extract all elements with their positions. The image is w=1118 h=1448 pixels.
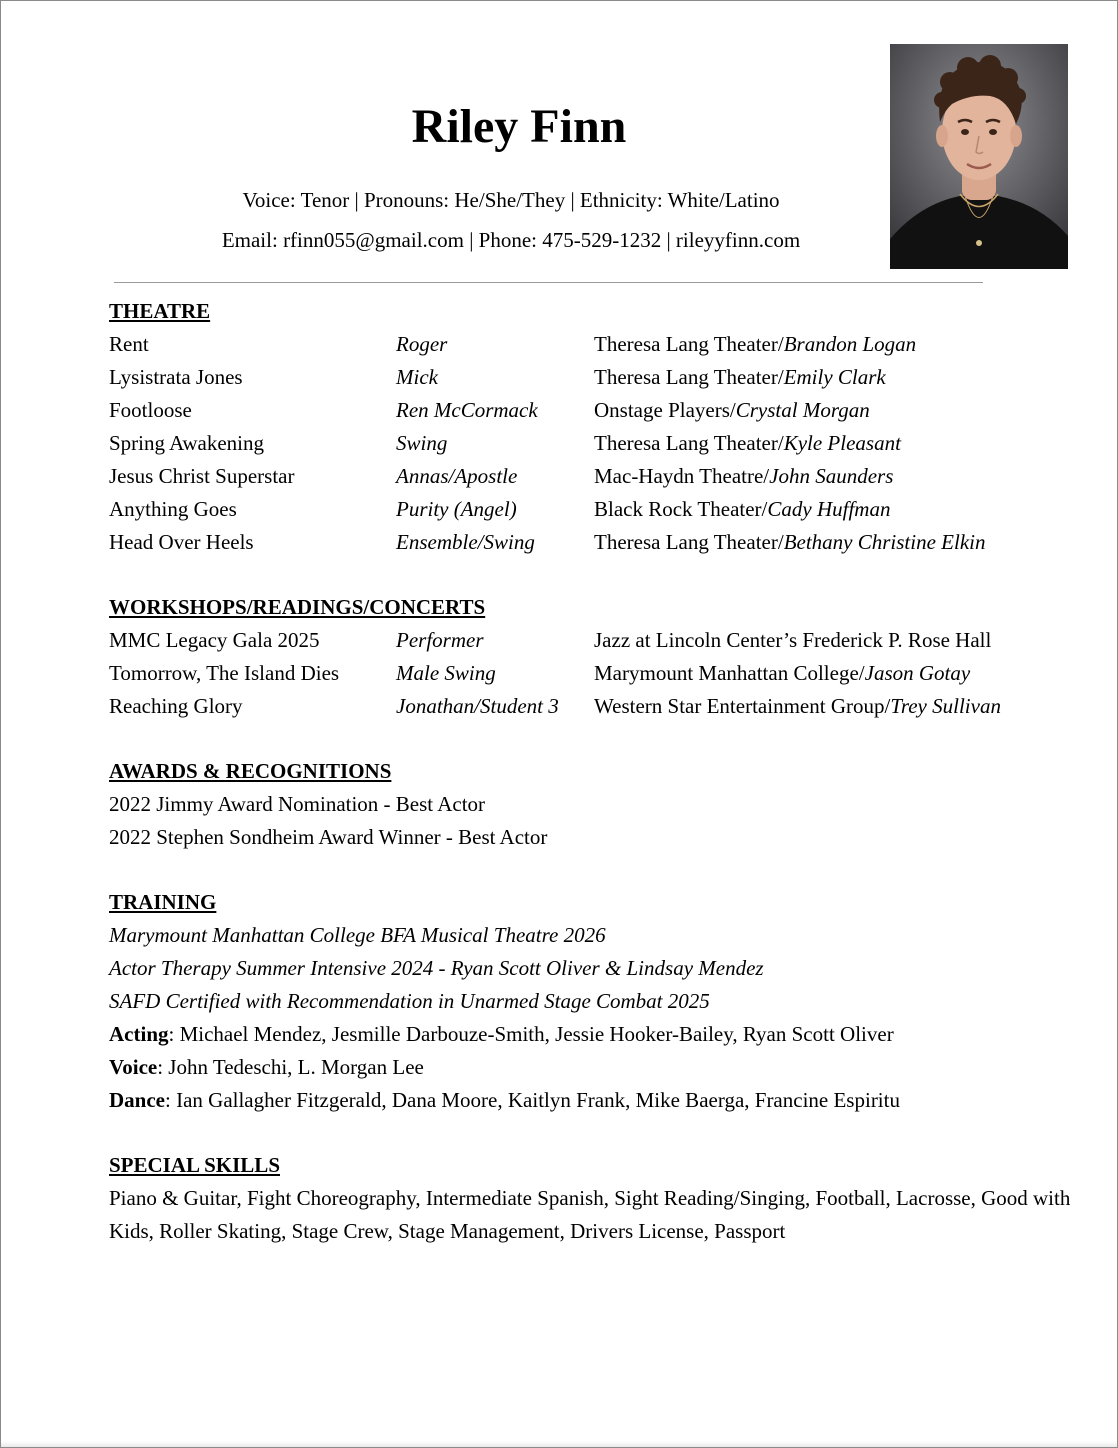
credit-venue: Onstage Players/ <box>594 398 736 422</box>
credit-role: Roger <box>396 332 448 356</box>
credit-row <box>109 526 1079 559</box>
skills-list: Piano & Guitar, Fight Choreography, Intermediate Spanish, Sight Reading/Singing, Football, Lacrosse, Good with Kids, Roller Skating, Stage Crew, Stage Management, Drivers License, Passport <box>109 1186 1071 1243</box>
training-acting <box>109 1018 1079 1051</box>
skills-heading: SPECIAL SKILLS <box>109 1153 280 1177</box>
theatre-heading: THEATRE <box>109 299 211 323</box>
credit-role: Jonathan/Student 3 <box>396 694 559 718</box>
credit-role: Ensemble/Swing <box>396 530 535 554</box>
credit-venue: Theresa Lang Theater/ <box>594 365 784 389</box>
credit-show: Lysistrata Jones <box>109 365 243 389</box>
credit-director: Crystal Morgan <box>735 398 870 422</box>
credit-show: Rent <box>109 332 149 356</box>
credit-show: Head Over Heels <box>109 530 254 554</box>
credit-row <box>109 690 1079 723</box>
awards-heading: AWARDS & RECOGNITIONS <box>109 759 392 783</box>
credit-row <box>109 427 1079 460</box>
training-voice <box>109 1051 1079 1084</box>
credit-role: Mick <box>396 365 438 389</box>
training-dance-label: Dance <box>109 1088 165 1112</box>
credit-venue: Mac-Haydn Theatre/ <box>594 464 770 488</box>
skills-section <box>109 1149 1079 1248</box>
credit-role: Purity (Angel) <box>396 497 517 521</box>
credit-row <box>109 328 1079 361</box>
training-acting-label: Acting <box>109 1022 169 1046</box>
credit-role: Male Swing <box>396 661 496 685</box>
credit-venue-director <box>594 493 890 526</box>
credit-venue: Western Star Entertainment Group/ <box>594 694 891 718</box>
credit-role: Performer <box>396 628 484 652</box>
workshops-heading: WORKSHOPS/READINGS/CONCERTS <box>109 595 486 619</box>
training-program: SAFD Certified with Recommendation in Unarmed Stage Combat 2025 <box>109 989 710 1013</box>
credit-role: Ren McCormack <box>396 398 538 422</box>
credit-row <box>109 394 1079 427</box>
credit-show: Spring Awakening <box>109 431 264 455</box>
credit-director: Emily Clark <box>783 365 886 389</box>
credit-row <box>109 624 1079 657</box>
credit-show: Reaching Glory <box>109 694 243 718</box>
credit-director: Brandon Logan <box>783 332 917 356</box>
credit-venue-director <box>594 624 991 657</box>
training-dance-names: : Ian Gallagher Fitzgerald, Dana Moore, Kaitlyn Frank, Mike Baerga, Francine Espiritu <box>165 1088 900 1112</box>
credit-venue: Theresa Lang Theater/ <box>594 530 784 554</box>
headshot-photo <box>890 44 1068 269</box>
credit-row <box>109 361 1079 394</box>
page-bottom-edge <box>1 1441 1117 1447</box>
training-program: Actor Therapy Summer Intensive 2024 - Ryan Scott Oliver & Lindsay Mendez <box>109 956 764 980</box>
credit-row <box>109 493 1079 526</box>
awards-section <box>109 755 1079 854</box>
training-heading: TRAINING <box>109 890 217 914</box>
award-item: 2022 Jimmy Award Nomination - Best Actor <box>109 792 486 816</box>
credit-director: Kyle Pleasant <box>783 431 901 455</box>
credit-show: Anything Goes <box>109 497 237 521</box>
header-divider <box>114 282 983 283</box>
credit-show: MMC Legacy Gala 2025 <box>109 628 320 652</box>
credit-venue: Black Rock Theater/ <box>594 497 768 521</box>
credit-venue-director <box>594 394 870 427</box>
training-acting-names: : Michael Mendez, Jesmille Darbouze-Smith, Jessie Hooker-Bailey, Ryan Scott Oliver <box>168 1022 894 1046</box>
credit-venue: Jazz at Lincoln Center’s Frederick P. Rose Hall <box>594 628 992 652</box>
credit-venue-director <box>594 361 886 394</box>
credit-director: Bethany Christine Elkin <box>783 530 986 554</box>
credit-show: Jesus Christ Superstar <box>109 464 295 488</box>
training-voice-label: Voice <box>109 1055 158 1079</box>
credit-show: Footloose <box>109 398 192 422</box>
award-item: 2022 Stephen Sondheim Award Winner - Best Actor <box>109 825 548 849</box>
credit-venue-director <box>594 526 985 559</box>
credit-role: Annas/Apostle <box>396 464 518 488</box>
credit-director: Cady Huffman <box>767 497 891 521</box>
training-section <box>109 886 1079 1117</box>
credit-venue: Theresa Lang Theater/ <box>594 332 784 356</box>
credit-director: Trey Sullivan <box>890 694 1001 718</box>
credit-venue-director <box>594 690 1001 723</box>
credit-venue-director <box>594 657 970 690</box>
vocal-pronoun-ethnicity-line: Voice: Tenor | Pronouns: He/She/They | Ethnicity: White/Latino <box>242 188 780 212</box>
credit-row <box>109 460 1079 493</box>
credit-row <box>109 657 1079 690</box>
credit-venue: Marymount Manhattan College/ <box>594 661 865 685</box>
credit-venue-director <box>594 328 916 361</box>
credit-venue: Theresa Lang Theater/ <box>594 431 784 455</box>
credit-show: Tomorrow, The Island Dies <box>109 661 340 685</box>
training-voice-names: : John Tedeschi, L. Morgan Lee <box>157 1055 424 1079</box>
training-program: Marymount Manhattan College BFA Musical Theatre 2026 <box>109 923 606 947</box>
contact-line: Email: rfinn055@gmail.com | Phone: 475-529-1232 | rileyyfinn.com <box>221 228 801 252</box>
theatre-credits <box>109 328 1079 559</box>
performer-name: Riley Finn <box>411 100 627 153</box>
credit-venue-director <box>594 427 901 460</box>
credit-venue-director <box>594 460 893 493</box>
training-dance <box>109 1084 1079 1117</box>
credit-role: Swing <box>396 431 448 455</box>
credit-director: John Saunders <box>769 464 894 488</box>
workshop-credits <box>109 624 1079 723</box>
workshops-section <box>109 591 1079 723</box>
theatre-section <box>109 295 1079 559</box>
credit-director: Jason Gotay <box>864 661 971 685</box>
